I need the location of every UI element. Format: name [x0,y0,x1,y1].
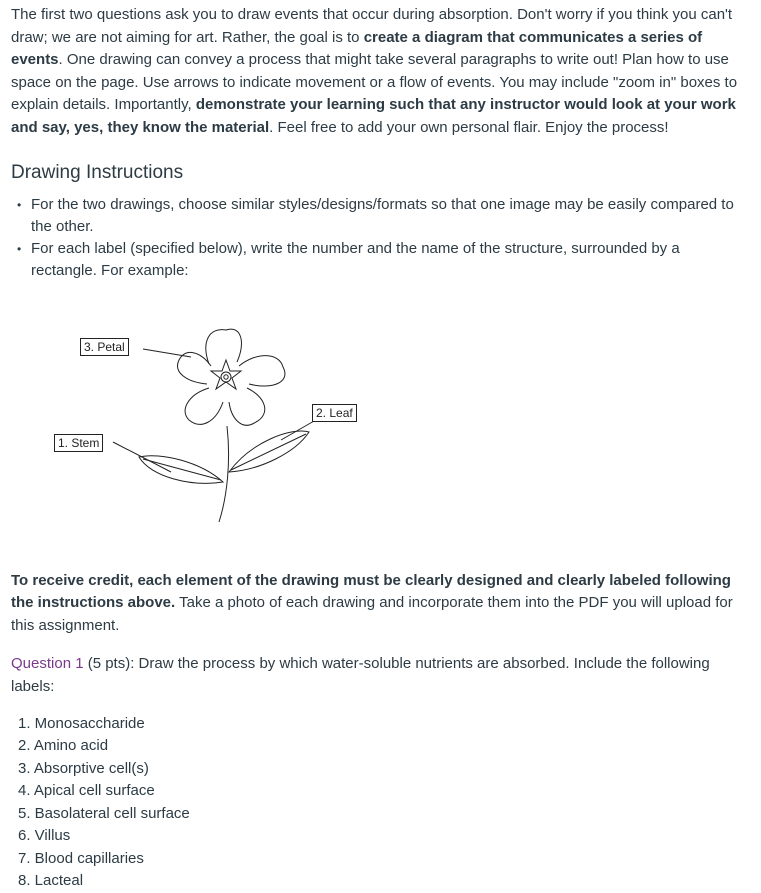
petal-bottom-left [185,388,223,424]
stem-label: 1. Stem [54,434,103,452]
example-figure [51,322,381,547]
question-title: Question 1 [11,655,84,673]
flower-center-circle [221,372,231,382]
intro-bold-1: create a diagram that communicates a series of events [11,28,703,69]
list-item: 2. Amino acid [18,737,109,755]
instruction-item: • For each label (specified below), write the number and the name of the structure, surrounded by a rectangle. For example: [31,238,746,282]
required-labels-list [11,713,746,893]
petal-top [206,329,242,364]
section-heading: Drawing Instructions [11,161,184,183]
instruction-item: • For the two drawings, choose similar styles/designs/formats so that one image may be easily compared to the other. [31,194,746,238]
credit-paragraph [11,570,746,638]
leader-stem [113,442,171,472]
list-item: 6. Villus [18,827,71,845]
list-item: 1. Monosaccharide [18,714,145,732]
intro-text-3: . Feel free to add your own personal flair. Enjoy the process! [269,118,669,136]
petal-right [239,355,285,385]
stem [219,426,229,522]
list-item: 8. Lacteal [18,872,84,890]
list-item: 7. Blood capillaries [18,849,144,867]
credit-bold: To receive credit, each element of the drawing must be clearly designed and clearly labeled following the instructions above. [11,571,731,612]
question-text: (5 pts): Draw the process by which water-soluble nutrients are absorbed. Include the following labels: [11,655,710,695]
leaf-label: 2. Leaf [312,404,357,422]
intro-text-1: The first two questions ask you to draw events that occur during absorption. Don't worry if you think you can't draw; we are not aiming for art. Rather, the goal is to [11,6,733,46]
intro-bold-2: demonstrate your learning such that any instructor would look at your work and say, yes, they know the material [11,96,736,136]
leader-petal [143,349,191,357]
list-item: 4. Apical cell surface [18,782,155,800]
credit-text: Take a photo of each drawing and incorporate them into the PDF you will upload for this assignment. [11,594,733,634]
intro-text-2: . One drawing can convey a process that might take several paragraphs to write out! Plan how to use space on the page. Use arrows to indicate movement or a flow of events. You may include "zoom in" boxes to explain details. Importantly, [11,51,738,114]
petal-label: 3. Petal [80,338,129,356]
list-item: 3. Absorptive cell(s) [18,759,149,777]
petal-left [178,352,211,384]
list-item: 5. Basolateral cell surface [18,804,190,822]
instructions-list [11,194,746,282]
petal-bottom-right [229,388,265,425]
intro-paragraph [11,4,746,140]
question-paragraph [11,653,746,698]
